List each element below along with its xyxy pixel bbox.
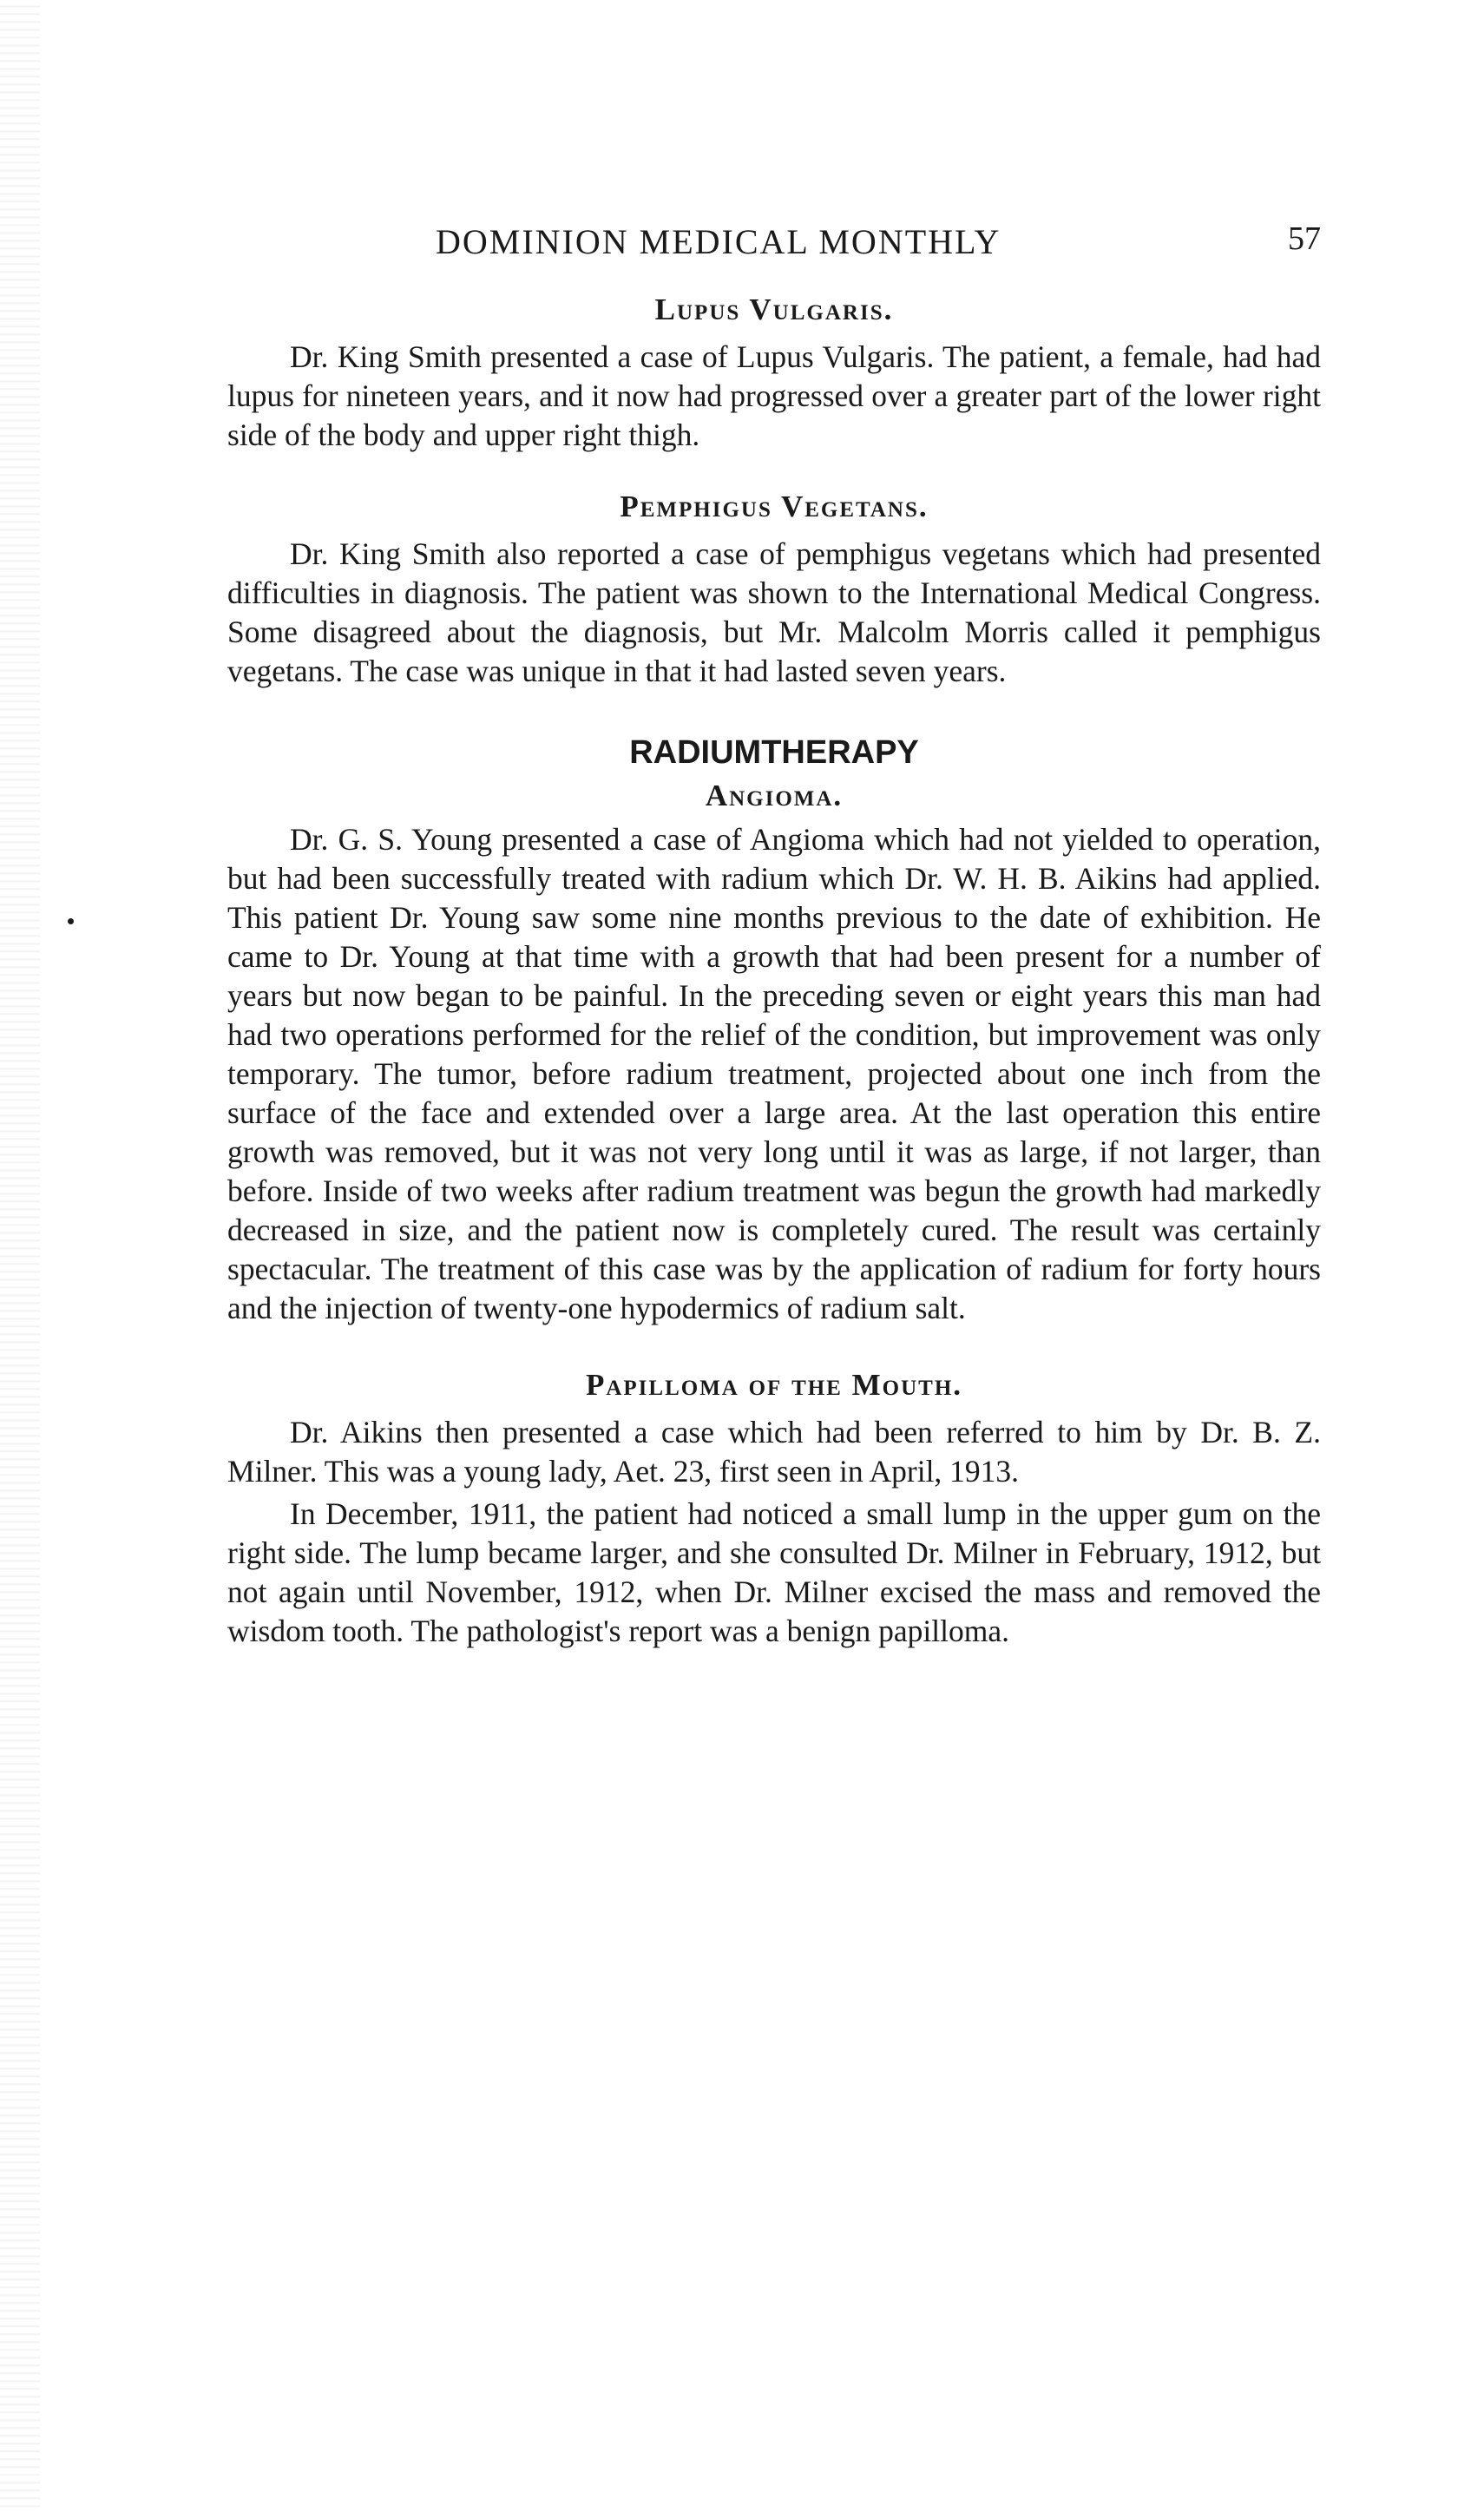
section-heading-lupus-vulgaris: Lupus Vulgaris.: [654, 293, 894, 326]
section-papilloma-of-the-mouth: [227, 1368, 1321, 1651]
section-pemphigus-vegetans: [227, 490, 1321, 691]
paragraph-lupus-vulgaris: Dr. King Smith presented a case of Lupus Vulgaris. The patient, a female, had had lupus for nineteen years, and it now had progressed over a greater part of the lower right side of the body and upper right thigh.: [227, 339, 1321, 452]
paragraph-angioma: Dr. G. S. Young presented a case of Angioma which had not yielded to operation, but had been successfully treated with radium which Dr. W. H. B. Aikins had applied. This patient Dr. Young saw some nine months previous to the date of exhibition. He came to Dr. Young at that time with a growth that had been present for a number of years but now began to be painful. In the preceding seven or eight years this man had had two operations performed for the relief of the condition, but improvement was only temporary. The tumor, before radium treatment, projected about one inch from the surface of the face and extended over a large area. At the last operation this entire growth was removed, but it was not very long until it was as large, if not larger, than before. Inside of two weeks after radium treatment was begun the growth had markedly decreased in size, and the patient now is completely cured. The result was certainly spectacular. The treatment of this case was by the application of radium for forty hours and the injection of twenty-one hypodermics of radium salt.: [227, 822, 1321, 1325]
paragraph-papilloma-2: In December, 1911, the patient had noticed a small lump in the upper gum on the right side. The lump became larger, and she consulted Dr. Milner in February, 1912, but not again until November, 1912, when Dr. Milner excised the mass and removed the wisdom tooth. The pathologist's report was a benign papilloma.: [227, 1496, 1321, 1648]
stray-ink-mark: [68, 918, 74, 924]
page-binding-edge: [0, 0, 40, 2511]
running-title: DOMINION MEDICAL MONTHLY: [436, 222, 1001, 261]
section-angioma: [227, 779, 1321, 1328]
section-lupus-vulgaris: [227, 293, 1321, 455]
section-heading-angioma: Angioma.: [705, 779, 844, 812]
paragraph-papilloma-1: Dr. Aikins then presented a case which had been referred to him by Dr. B. Z. Milner. This was a young lady, Aet. 23, first seen in April, 1913.: [227, 1415, 1321, 1489]
page-number: 57: [1288, 220, 1321, 257]
section-heading-radiumtherapy: RADIUMTHERAPY: [629, 734, 919, 771]
running-head: [227, 221, 1321, 277]
section-heading-pemphigus-vegetans: Pemphigus Vegetans.: [620, 490, 929, 523]
document-page: [227, 221, 1321, 1651]
paragraph-pemphigus-vegetans: Dr. King Smith also reported a case of pemphigus vegetans which had presented difficulties in diagnosis. The patient was shown to the International Medical Congress. Some disagreed about the diagnosis, but Mr. Malcolm Morris called it pemphigus vegetans. The case was unique in that it had lasted seven years.: [227, 536, 1321, 688]
section-heading-papilloma: Papilloma of the Mouth.: [585, 1368, 963, 1402]
